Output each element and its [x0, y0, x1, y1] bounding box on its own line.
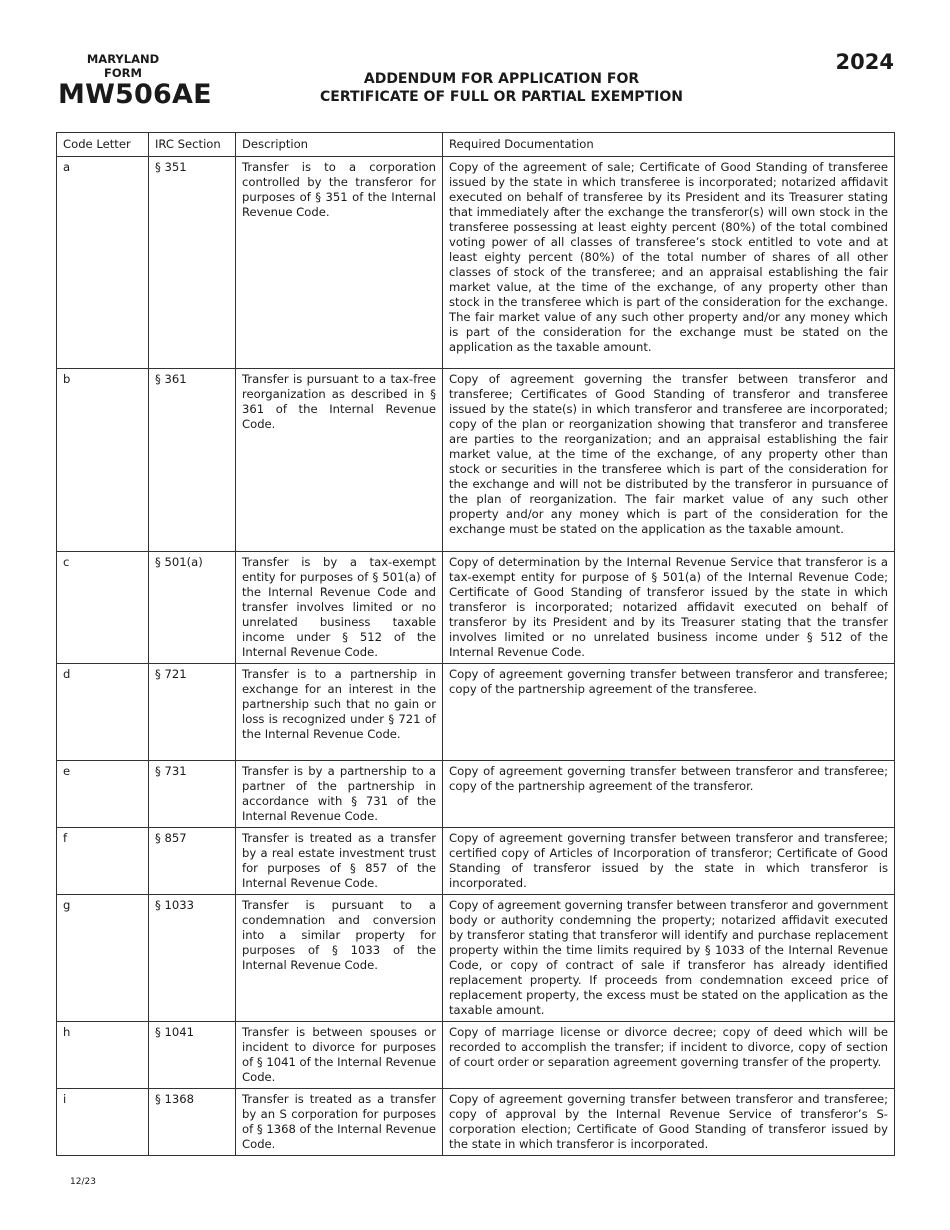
- description-cell: Transfer is pursuant to a tax-free reorganization as described in § 361 of the Internal Revenue Code.: [236, 369, 443, 552]
- form-word: FORM: [104, 66, 142, 80]
- description-cell: Transfer is to a corporation controlled by the transferor for purposes of § 351 of the Internal Revenue Code.: [236, 157, 443, 369]
- column-header-irc-section: IRC Section: [149, 133, 236, 157]
- column-header-description: Description: [236, 133, 443, 157]
- documentation-cell: Copy of the agreement of sale; Certificate of Good Standing of transferee issued by the state in which transferee is incorporated; notarized affidavit executed on behalf of transferee by its President and its Treasurer stating that immediately after the exchange the transferor(s) will own stock in the transferee possessing at least eighty percent (80%) of the total combined voting power of all classes of transferee’s stock entitled to vote and at least eighty percent (80%) of the total number of shares of all other classes of stock of the transferee; and an appraisal establishing the fair market value, at the time of the exchange, of any property other than stock in the transferee which is part of the consideration for the exchange. The fair market value of any such other property and/or any money which is part of the consideration for the exchange must be stated on the application as the taxable amount.: [443, 157, 895, 369]
- irc-section-cell: § 351: [149, 157, 236, 369]
- irc-section-cell: § 857: [149, 828, 236, 895]
- table-row: [57, 664, 895, 761]
- documentation-cell: Copy of agreement governing transfer between transferor and government body or authority condemning the property; notarized affidavit executed by transferor stating that transferor will identify and purchase replacement property within the time limits required by § 1033 of the Internal Revenue Code, or copy of contract of sale if transferor has already identified replacement property. If proceeds from condemnation exceed price of replacement property, the excess must be stated on the application as the taxable amount.: [443, 895, 895, 1022]
- code-letter-cell: a: [57, 157, 149, 369]
- documentation-cell: Copy of agreement governing transfer between transferor and transferee; certified copy of Articles of Incorporation of transferor; Certificate of Good Standing of transferor issued by the state in which transferor is incorporated.: [443, 828, 895, 895]
- code-letter-cell: e: [57, 761, 149, 828]
- irc-section-cell: § 1368: [149, 1089, 236, 1156]
- table-header-row: [57, 133, 895, 157]
- description-cell: Transfer is by a partnership to a partner of the partnership in accordance with § 731 of the Internal Revenue Code.: [236, 761, 443, 828]
- table-row: [57, 552, 895, 664]
- tax-year: 2024: [835, 50, 894, 74]
- column-header-code-letter: Code Letter: [57, 133, 149, 157]
- form-identifier: [58, 52, 218, 110]
- table-row: [57, 157, 895, 369]
- title-line-2: CERTIFICATE OF FULL OR PARTIAL EXEMPTION: [320, 89, 683, 105]
- form-title: [270, 70, 733, 106]
- documentation-cell: Copy of agreement governing transfer between transferor and transferee; copy of the partnership agreement of the transferor.: [443, 761, 895, 828]
- irc-section-cell: § 501(a): [149, 552, 236, 664]
- code-letter-cell: b: [57, 369, 149, 552]
- description-cell: Transfer is pursuant to a condemnation and conversion into a similar property for purposes of § 1033 of the Internal Revenue Code.: [236, 895, 443, 1022]
- documentation-cell: Copy of agreement governing transfer between transferor and transferee; copy of approval by the Internal Revenue Service of transferor’s S-corporation election; Certificate of Good Standing of transferor issued by the state in which transferor is incorporated.: [443, 1089, 895, 1156]
- description-cell: Transfer is treated as a transfer by a real estate investment trust for purposes of § 857 of the Internal Revenue Code.: [236, 828, 443, 895]
- description-cell: Transfer is treated as a transfer by an S corporation for purposes of § 1368 of the Internal Revenue Code.: [236, 1089, 443, 1156]
- table-row: [57, 761, 895, 828]
- revision-date: 12/23: [70, 1177, 96, 1187]
- code-letter-cell: h: [57, 1022, 149, 1089]
- code-letter-cell: i: [57, 1089, 149, 1156]
- code-letter-cell: c: [57, 552, 149, 664]
- table-row: [57, 1089, 895, 1156]
- irc-section-cell: § 1033: [149, 895, 236, 1022]
- documentation-cell: Copy of determination by the Internal Revenue Service that transferor is a tax-exempt entity for purpose of § 501(a) of the Internal Revenue Code; Certificate of Good Standing of transferor issued by the state in which transferor is incorporated; notarized affidavit executed on behalf of transferor by its President and by its Treasurer stating that the transfer involves limited or no unrelated business income under § 512 of the Internal Revenue Code.: [443, 552, 895, 664]
- description-cell: Transfer is by a tax-exempt entity for purposes of § 501(a) of the Internal Revenue Code and transfer involves limited or no unrelated business taxable income under § 512 of the Internal Revenue Code.: [236, 552, 443, 664]
- code-letter-cell: d: [57, 664, 149, 761]
- table-row: [57, 369, 895, 552]
- title-line-1: ADDENDUM FOR APPLICATION FOR: [363, 71, 640, 87]
- form-number: MW506AE: [58, 79, 212, 110]
- column-header-required-documentation: Required Documentation: [443, 133, 895, 157]
- documentation-cell: Copy of marriage license or divorce decree; copy of deed which will be recorded to accomplish the transfer; if incident to divorce, copy of section of court order or separation agreement governing transfer of the property.: [443, 1022, 895, 1089]
- documentation-cell: Copy of agreement governing the transfer between transferor and transferee; Certificates of Good Standing of transferor and transferee issued by the state(s) in which transferor and transferee are incorporated; copy of the plan or reorganization showing that transferor and transferee are parties to the reorganization; and an appraisal establishing the fair market value, at the time of the exchange, of any property other than stock or securities in the transferee which is part of the consideration for the exchange and will not be distributed by the transferor in pursuance of the plan of reorganization. The fair market value of any such other property and/or any money which is part of the consideration for the exchange must be stated on the application as the taxable amount.: [443, 369, 895, 552]
- table-row: [57, 895, 895, 1022]
- code-letter-cell: f: [57, 828, 149, 895]
- irc-section-cell: § 731: [149, 761, 236, 828]
- irc-section-cell: § 361: [149, 369, 236, 552]
- irc-section-cell: § 721: [149, 664, 236, 761]
- description-cell: Transfer is between spouses or incident to divorce for purposes of § 1041 of the Internal Revenue Code.: [236, 1022, 443, 1089]
- table-row: [57, 1022, 895, 1089]
- code-letter-cell: g: [57, 895, 149, 1022]
- description-cell: Transfer is to a partnership in exchange for an interest in the partnership such that no gain or loss is recognized under § 721 of the Internal Revenue Code.: [236, 664, 443, 761]
- table-row: [57, 828, 895, 895]
- irc-section-cell: § 1041: [149, 1022, 236, 1089]
- documentation-cell: Copy of agreement governing transfer between transferor and transferee; copy of the partnership agreement of the transferee.: [443, 664, 895, 761]
- state-label: MARYLAND: [86, 52, 160, 66]
- exemption-code-table: [56, 132, 895, 1156]
